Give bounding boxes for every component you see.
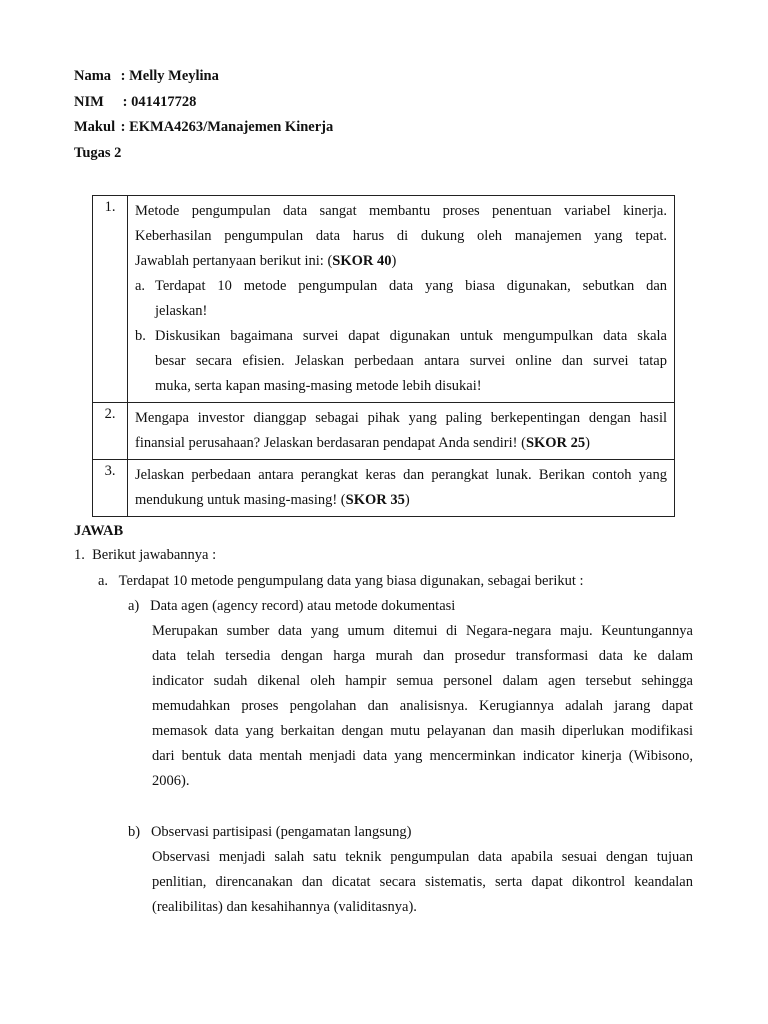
nama-label: Nama [74, 68, 112, 84]
question-row [93, 460, 675, 517]
question-line-close: ) [391, 253, 397, 269]
question-line-close: ) [585, 435, 590, 451]
sub-answer-title: b) Observasi partisipasi (pengamatan langsung) [128, 824, 412, 840]
makul-line [74, 119, 333, 136]
sub-answer-title: a) Data agen (agency record) atau metode dokumentasi [128, 598, 456, 614]
nim-line [74, 94, 196, 111]
sub-question-marker: a. [135, 278, 146, 294]
sub-question-line: Diskusikan bagaimana survei dapat digunakan untuk mengumpulkan data skala [155, 328, 667, 344]
answer-heading: JAWAB [74, 523, 124, 539]
paragraph-line: memasok data yang berkaitan dengan mutu pelayanan dan masih diperlukan modifikasi [152, 723, 693, 739]
question-line [135, 431, 667, 456]
makul-value: : EKMA4263/Manajemen Kinerja [120, 119, 334, 135]
question-text [128, 403, 675, 460]
question-line [135, 249, 667, 274]
answer-item-1a: a. Terdapat 10 metode pengumpulang data yang biasa digunakan, sebagai berikut : [98, 573, 584, 589]
tugas-label: Tugas 2 [74, 145, 122, 161]
paragraph-line: 2006). [152, 773, 190, 789]
question-line: Mengapa investor dianggap sebagai pihak yang paling berkepentingan dengan hasil [135, 410, 667, 426]
paragraph-line: (realibilitas) dan kesahihannya (validitasnya). [152, 899, 417, 915]
question-number: 1. [93, 196, 128, 403]
nama-value: : Melly Meylina [120, 68, 219, 84]
score-label: SKOR 40 [332, 253, 392, 269]
sub-answer-paragraph [152, 845, 693, 920]
sub-question [135, 274, 667, 324]
question-text [128, 196, 675, 403]
question-line-text: Jawablah pertanyaan berikut ini: ( [135, 253, 333, 269]
question-row [93, 403, 675, 460]
question-row [93, 196, 675, 403]
paragraph-line: dari bentuk data mentah menjadi data yang mencerminkan indicator kinerja (Wibisono, [152, 748, 693, 764]
score-label: SKOR 35 [345, 492, 405, 508]
sub-question [135, 324, 667, 399]
name-line [74, 68, 219, 85]
paragraph-line: Merupakan sumber data yang umum ditemui di Negara-negara maju. Keuntungannya [152, 623, 693, 639]
paragraph-line: indicator sudah dikenal oleh hampir semua personel dalam agen tersebut sehingga [152, 673, 693, 689]
sub-question-line: besar secara efisien. Jelaskan perbedaan antara survei online dan survei tatap [155, 353, 667, 369]
question-line: Keberhasilan pengumpulan data harus di dukung oleh manajemen yang tepat. [135, 228, 667, 244]
paragraph-line: Observasi menjadi salah satu teknik pengumpulan data apabila sesuai dengan tujuan [152, 849, 693, 865]
paragraph-line: memudahkan proses pengolahan dan analisisnya. Kerugiannya adalah jarang dapat [152, 698, 693, 714]
question-line: Metode pengumpulan data sangat membantu proses penentuan variabel kinerja. [135, 203, 667, 219]
sub-question-line: Terdapat 10 metode pengumpulan data yang biasa digunakan, sebutkan dan [155, 278, 667, 294]
question-line-close: ) [404, 492, 410, 508]
question-line-text: finansial perusahaan? Jelaskan berdasaran pendapat Anda sendiri! ( [135, 435, 526, 451]
question-number: 3. [93, 460, 128, 517]
sub-answer-paragraph [152, 619, 693, 794]
answer-item-1: 1. Berikut jawabannya : [74, 547, 217, 563]
question-line [135, 488, 667, 513]
score-label: SKOR 25 [525, 435, 586, 451]
sub-question-line: jelaskan! [155, 303, 208, 319]
nim-value: : 041417728 [122, 94, 197, 110]
nim-label: NIM [74, 94, 104, 110]
sub-question-line: muka, serta kapan masing-masing metode lebih disukai! [155, 378, 482, 394]
question-table [92, 195, 675, 517]
question-line: Jelaskan perbedaan antara perangkat keras dan perangkat lunak. Berikan contoh yang [135, 467, 667, 483]
question-text [128, 460, 675, 517]
paragraph-line: penlitian, direncanakan dan dicatat secara sistematis, serta dapat dikontrol keandalan [152, 874, 693, 890]
makul-label: Makul [74, 119, 116, 135]
question-line-text: mendukung untuk masing-masing! ( [135, 492, 346, 508]
sub-question-marker: b. [135, 328, 146, 344]
question-number: 2. [93, 403, 128, 460]
paragraph-line: data telah tersedia dengan harga murah dan prosedur transformasi data ke dalam [152, 648, 693, 664]
